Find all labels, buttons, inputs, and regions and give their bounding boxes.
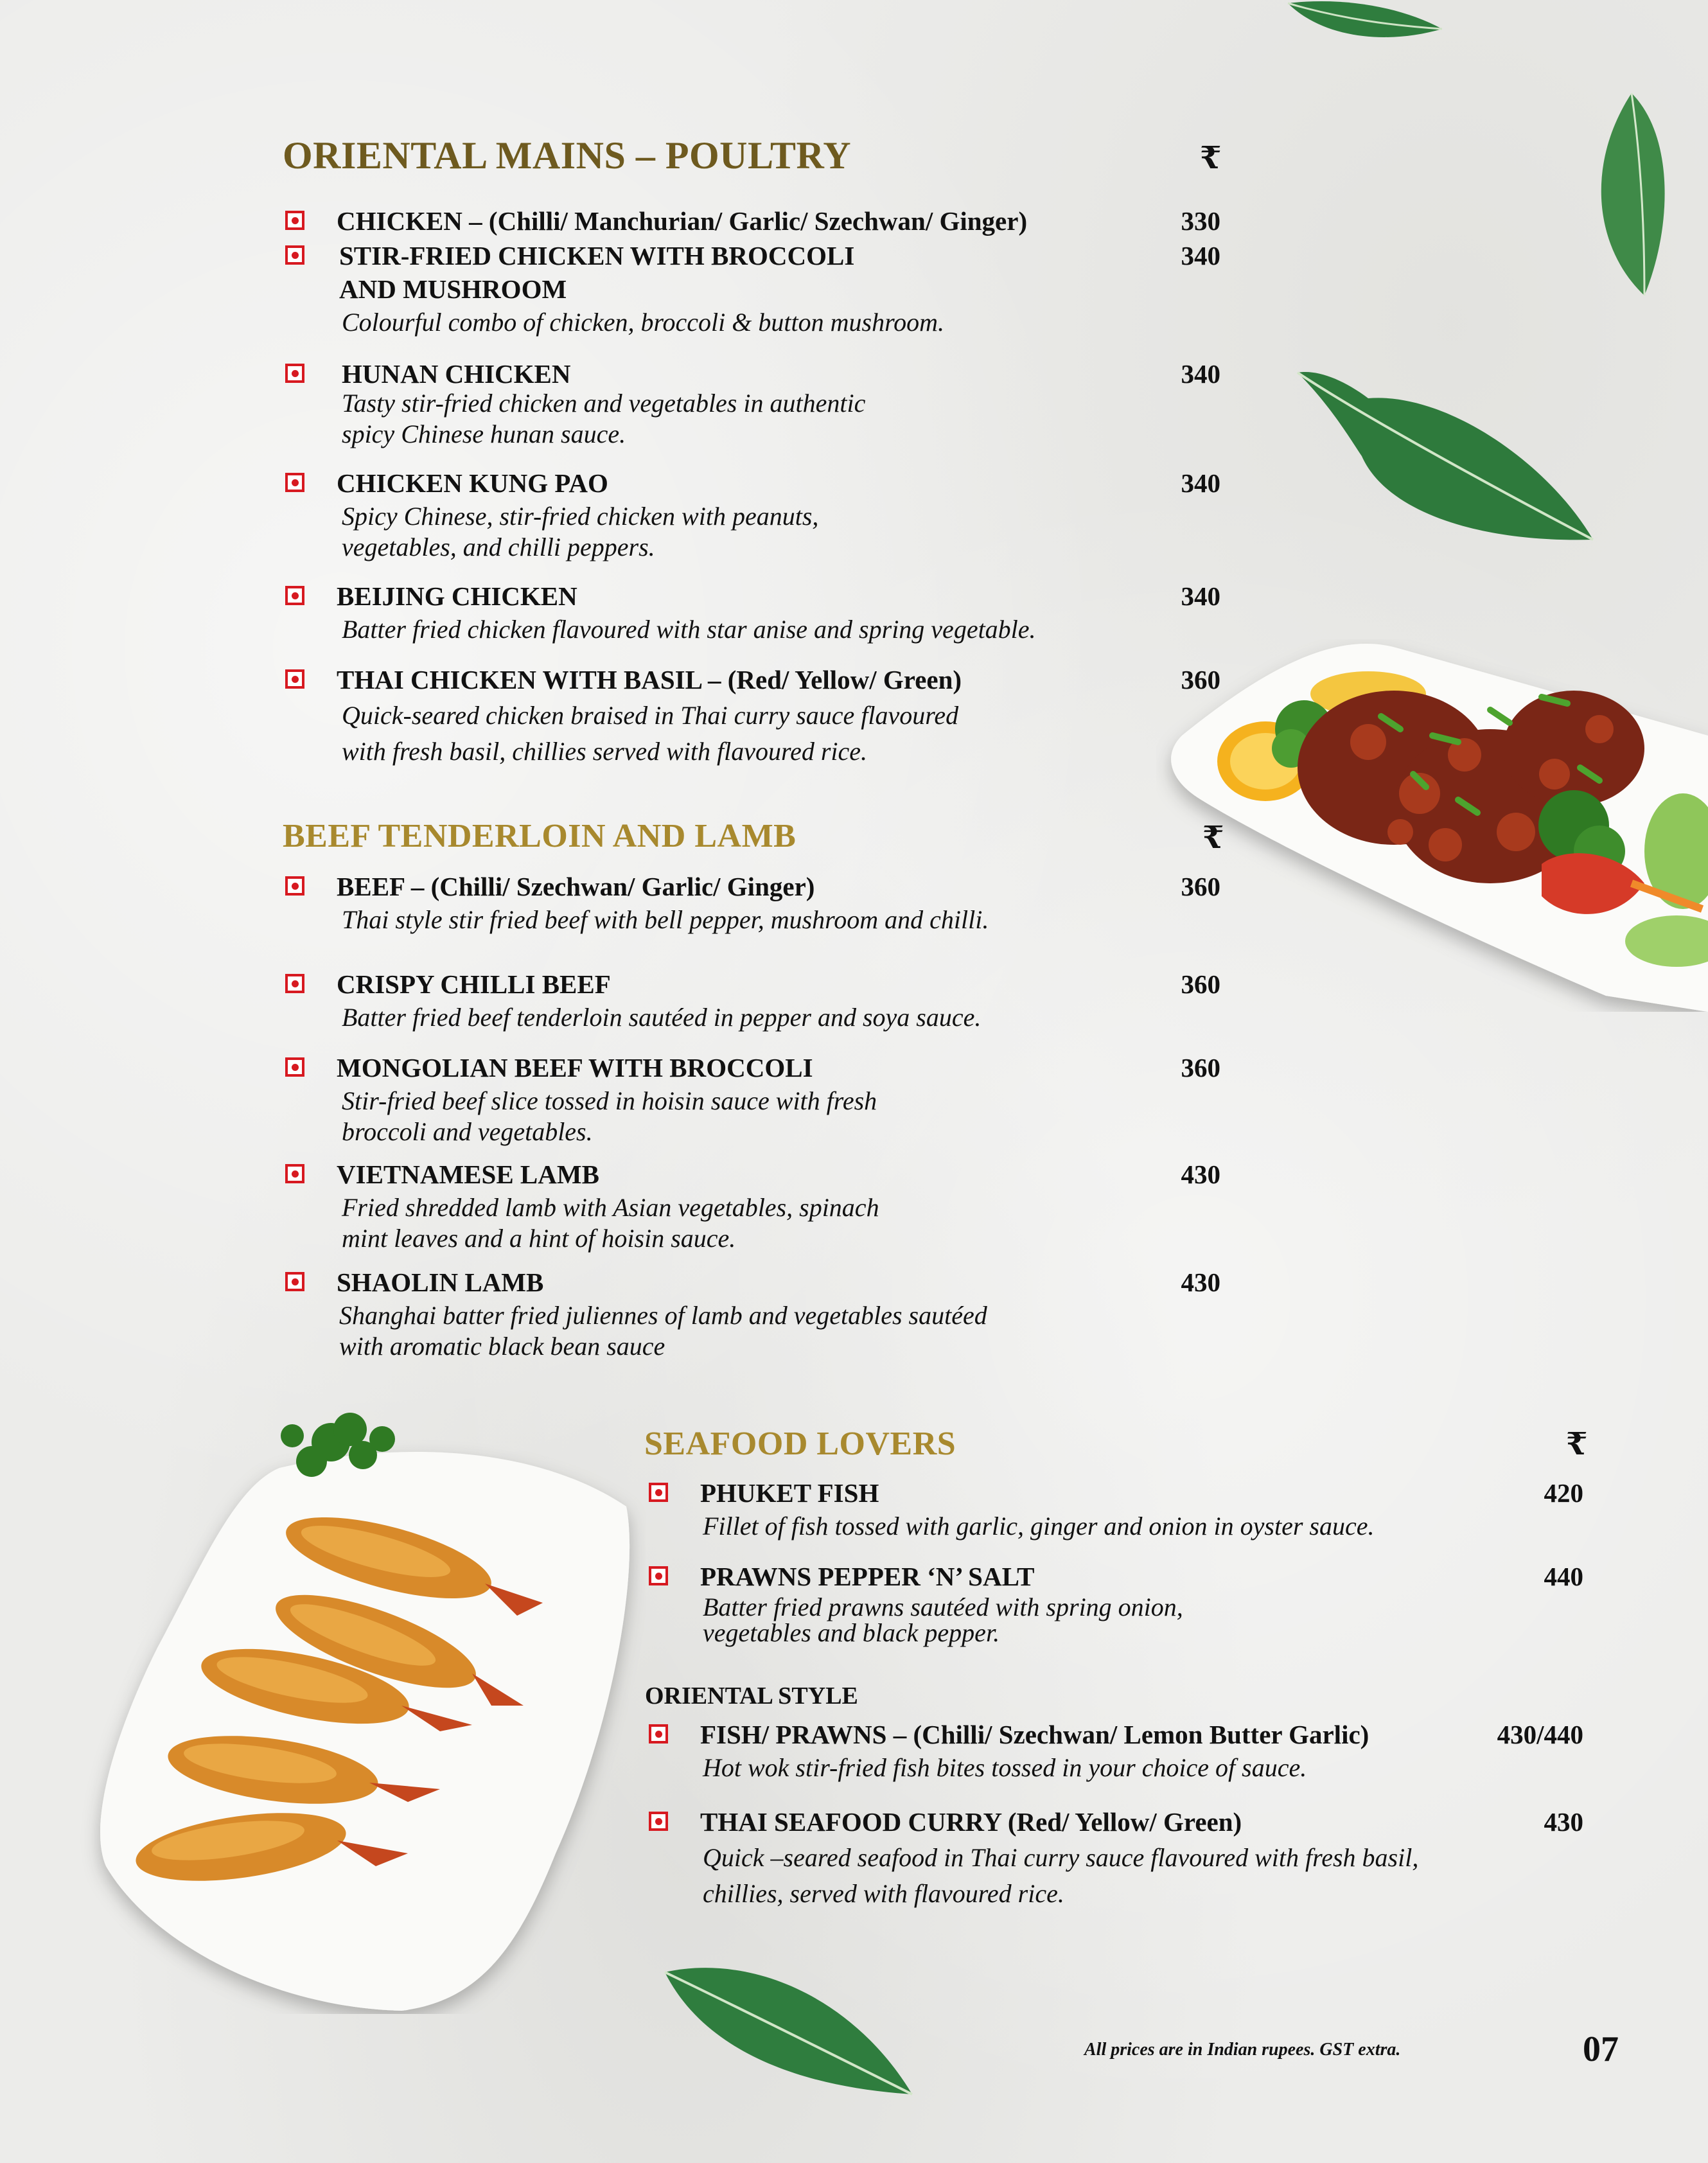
menu-item-description: Fried shredded lamb with Asian vegetables, spinach mint leaves and a hint of hoisin sauce. bbox=[342, 1193, 879, 1253]
menu-item-description: Quick –seared seafood in Thai curry sauce flavoured with fresh basil, chillies, served with flavoured rice. bbox=[703, 1843, 1419, 1908]
menu-item-description: Hot wok stir-fried fish bites tossed in your choice of sauce. bbox=[703, 1753, 1307, 1782]
nonveg-icon bbox=[285, 1272, 304, 1291]
menu-item-description: Batter fried chicken flavoured with star anise and spring vegetable. bbox=[342, 615, 1036, 644]
chicken-dish-image bbox=[1156, 639, 1708, 1012]
menu-item-price: 340 bbox=[1181, 359, 1220, 389]
nonveg-icon bbox=[649, 1724, 668, 1744]
menu-item-name: VIETNAMESE LAMB bbox=[337, 1160, 599, 1189]
currency-symbol: ₹ bbox=[1202, 821, 1224, 855]
basil-leaf-image bbox=[1577, 90, 1673, 302]
menu-item-description: Thai style stir fried beef with bell pepper, mushroom and chilli. bbox=[342, 905, 989, 934]
menu-item-price: 340 bbox=[1181, 468, 1220, 498]
basil-leaf-image bbox=[1291, 366, 1599, 546]
menu-item-description: Batter fried beef tenderloin sautéed in pepper and soya sauce. bbox=[342, 1003, 982, 1032]
menu-item-price: 360 bbox=[1181, 665, 1220, 694]
menu-item-price: 330 bbox=[1181, 206, 1220, 236]
menu-item-name: CHICKEN KUNG PAO bbox=[337, 468, 608, 498]
menu-item-description: Batter fried prawns sautéed with spring onion, vegetables and black pepper. bbox=[703, 1593, 1183, 1647]
menu-item-price: 430 bbox=[1181, 1267, 1220, 1297]
menu-item-name: HUNAN CHICKEN bbox=[342, 359, 571, 389]
subsection-title: ORIENTAL STYLE bbox=[645, 1682, 858, 1709]
menu-item-price: 340 bbox=[1181, 241, 1220, 270]
menu-item-price: 430 bbox=[1181, 1160, 1220, 1189]
menu-item-name: THAI CHICKEN WITH BASIL – (Red/ Yellow/ Green) bbox=[337, 665, 962, 694]
menu-item-name: CHICKEN – (Chilli/ Manchurian/ Garlic/ Szechwan/ Ginger) bbox=[337, 206, 1028, 236]
section-title-seafood: SEAFOOD LOVERS bbox=[644, 1426, 956, 1462]
nonveg-icon bbox=[285, 669, 304, 689]
nonveg-icon bbox=[285, 1057, 304, 1077]
nonveg-icon bbox=[649, 1483, 668, 1502]
currency-symbol: ₹ bbox=[1566, 1427, 1588, 1461]
menu-item-name: STIR-FRIED CHICKEN WITH BROCCOLI AND MUSHROOM bbox=[339, 241, 855, 304]
section-title-beef: BEEF TENDERLOIN AND LAMB bbox=[283, 818, 797, 854]
page-number: 07 bbox=[1583, 2029, 1619, 2069]
menu-item-description: Fillet of fish tossed with garlic, ginger and onion in oyster sauce. bbox=[703, 1512, 1375, 1541]
menu-item-name: PRAWNS PEPPER ‘N’ SALT bbox=[700, 1562, 1035, 1591]
basil-leaf-image bbox=[662, 1959, 919, 2101]
menu-item-price: 430 bbox=[1544, 1807, 1583, 1837]
menu-item-description: Tasty stir-fried chicken and vegetables in authentic spicy Chinese hunan sauce. bbox=[342, 389, 866, 448]
menu-item-name: CRISPY CHILLI BEEF bbox=[337, 969, 611, 999]
menu-item-name: THAI SEAFOOD CURRY (Red/ Yellow/ Green) bbox=[700, 1807, 1242, 1837]
nonveg-icon bbox=[649, 1566, 668, 1585]
menu-item-name: PHUKET FISH bbox=[700, 1478, 879, 1508]
menu-item-name: BEEF – (Chilli/ Szechwan/ Garlic/ Ginger) bbox=[337, 872, 815, 901]
currency-symbol: ₹ bbox=[1200, 141, 1222, 175]
menu-item-description: Spicy Chinese, stir-fried chicken with peanuts, vegetables, and chilli peppers. bbox=[342, 502, 819, 561]
menu-item-description: Colourful combo of chicken, broccoli & button mushroom. bbox=[342, 308, 945, 337]
menu-item-description: Stir-fried beef slice tossed in hoisin sauce with fresh broccoli and vegetables. bbox=[342, 1086, 877, 1146]
price-note: All prices are in Indian rupees. GST extra. bbox=[1084, 2040, 1401, 2060]
menu-item-price: 360 bbox=[1181, 1053, 1220, 1082]
menu-item-name: FISH/ PRAWNS – (Chilli/ Szechwan/ Lemon Butter Garlic) bbox=[700, 1720, 1369, 1749]
nonveg-icon bbox=[285, 473, 304, 492]
nonveg-icon bbox=[285, 211, 304, 230]
fried-prawns-image bbox=[80, 1404, 646, 2014]
menu-item-price: 430/440 bbox=[1497, 1720, 1583, 1749]
menu-item-name: BEIJING CHICKEN bbox=[337, 581, 577, 611]
menu-item-description: Quick-seared chicken braised in Thai curry sauce flavoured with fresh basil, chillies served with flavoured rice. bbox=[342, 701, 959, 766]
nonveg-icon bbox=[285, 245, 304, 265]
nonveg-icon bbox=[285, 1164, 304, 1183]
menu-item-price: 360 bbox=[1181, 872, 1220, 901]
menu-item-price: 340 bbox=[1181, 581, 1220, 611]
nonveg-icon bbox=[285, 586, 304, 605]
menu-item-description: Shanghai batter fried juliennes of lamb and vegetables sautéed with aromatic black bean sauce bbox=[339, 1301, 987, 1361]
nonveg-icon bbox=[285, 974, 304, 993]
basil-leaf-image bbox=[1285, 0, 1452, 45]
menu-item-name: MONGOLIAN BEEF WITH BROCCOLI bbox=[337, 1053, 813, 1082]
menu-item-price: 360 bbox=[1181, 969, 1220, 999]
menu-item-price: 440 bbox=[1544, 1562, 1583, 1591]
menu-item-name: SHAOLIN LAMB bbox=[337, 1267, 544, 1297]
nonveg-icon bbox=[649, 1812, 668, 1831]
section-title-poultry: ORIENTAL MAINS – POULTRY bbox=[283, 134, 852, 177]
menu-item-price: 420 bbox=[1544, 1478, 1583, 1508]
nonveg-icon bbox=[285, 364, 304, 383]
nonveg-icon bbox=[285, 876, 304, 896]
